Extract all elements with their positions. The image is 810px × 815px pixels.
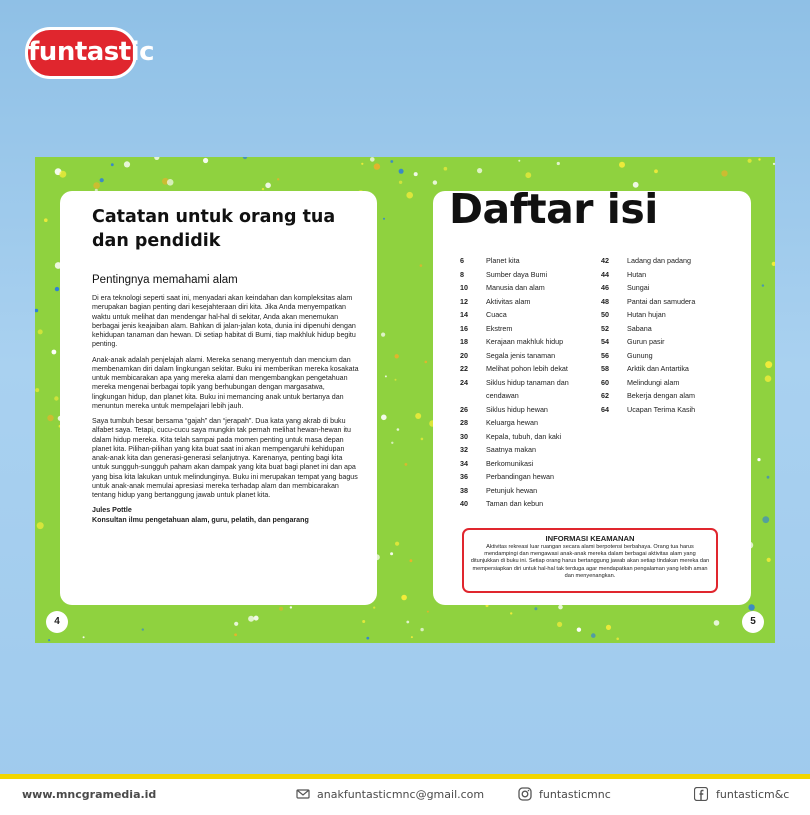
left-page [60, 191, 377, 605]
toc-entry-title: Siklus hidup tanaman dan cendawan [486, 377, 569, 400]
right-page [433, 185, 751, 605]
toc-entry [601, 295, 731, 309]
toc-page-number: 58 [601, 364, 609, 373]
toc-page-number: 24 [460, 377, 468, 387]
signature-name: Jules Pottle [92, 506, 132, 515]
safety-title: INFORMASI KEAMANAN [545, 534, 635, 543]
toc-entry [460, 268, 590, 282]
facebook-icon [694, 787, 708, 801]
toc-entry [601, 403, 731, 417]
toc-entry [460, 362, 590, 376]
toc-entry-title: Sumber daya Bumi [486, 269, 548, 279]
paragraph: Anak-anak adalah penjelajah alami. Mereka senang menyentuh dan mencium dan membenamkan diri dalam lingkungan sekitar. Buku ini memberikan mereka kosakata untuk membicarakan apa yang mereka alami dan mengembangkan pengetahuan mereka mengenai berbagai topik yang berhubungan dengan margasatwa, lingkungan hidup, dan planet kita. Buku ini memancing anak untuk bertanya dan menuntun mereka untuk mempelajari lebih jauh. [92, 355, 359, 410]
toc-page-number: 42 [601, 256, 609, 265]
page-number-right: 5 [742, 611, 764, 633]
toc-entry [460, 295, 590, 309]
instagram-handle[interactable]: funtasticmnc [539, 788, 611, 801]
toc-entry [460, 484, 590, 498]
toc-page-number: 16 [460, 323, 468, 333]
safety-text: Aktivitas rekreasi luar ruangan secara alami berpotensi berbahaya. Orang tua harus mendampingi dan mengawasi anak-anak mereka dalam berbagai aktivitas alam yang ditunjukkan di buku ini. Setiap orang harus bertanggung jawab akan setiap tindakan mereka dan mempersiapkan diri untuk hal-hal tak terduga agar mendapatkan pengalaman yang lebih aman dan menyenangkan. [470, 544, 710, 579]
toc-entry-title: Gurun pasir [627, 337, 665, 346]
toc-page-number: 6 [460, 256, 464, 265]
toc-entry-title: Siklus hidup hewan [486, 404, 548, 414]
toc-entry [460, 376, 590, 403]
toc-entry-title: Hutan hujan [627, 310, 666, 319]
toc-title: Daftar isi [449, 185, 658, 233]
footer-bar [0, 774, 810, 815]
toc-column-right [601, 254, 731, 416]
toc-page-number: 26 [460, 404, 468, 414]
toc-page-number: 56 [601, 350, 609, 360]
toc-entry [460, 430, 590, 444]
toc-page-number: 22 [460, 364, 468, 373]
toc-entry-title: Sungai [627, 283, 650, 292]
toc-page-number: 34 [460, 458, 468, 468]
toc-entry [460, 335, 590, 349]
toc-entry-title: Petunjuk hewan [486, 485, 538, 495]
toc-page-number: 28 [460, 418, 468, 427]
toc-entry [460, 470, 590, 484]
toc-page-number: 60 [601, 377, 609, 387]
toc-entry [460, 322, 590, 336]
toc-entry [601, 268, 731, 282]
toc-entry [460, 457, 590, 471]
toc-entry-title: Kerajaan makhluk hidup [486, 337, 564, 346]
toc-entry-title: Pantai dan samudera [627, 296, 696, 306]
toc-entry [460, 254, 590, 268]
toc-page-number: 62 [601, 391, 609, 400]
toc-entry [460, 497, 590, 511]
toc-entry-title: Hutan [627, 269, 647, 279]
toc-entry-title: Ekstrem [486, 323, 513, 333]
mail-icon [296, 787, 310, 801]
toc-entry-title: Arktik dan Antartika [627, 364, 689, 373]
toc-page-number: 54 [601, 337, 609, 346]
toc-entry [601, 335, 731, 349]
toc-entry-title: Melihat pohon lebih dekat [486, 364, 568, 373]
toc-page-number: 30 [460, 431, 468, 441]
toc-entry [601, 254, 731, 268]
toc-entry-title: Cuaca [486, 310, 507, 319]
safety-info-box [462, 528, 718, 593]
toc-page-number: 38 [460, 485, 468, 495]
toc-page-number: 8 [460, 269, 464, 279]
toc-page-number: 52 [601, 323, 609, 333]
toc-column-left [460, 254, 590, 511]
page-number-left: 4 [46, 611, 68, 633]
toc-entry-title: Segala jenis tanaman [486, 350, 556, 360]
toc-entry-title: Bekerja dengan alam [627, 391, 695, 400]
toc-page-number: 12 [460, 296, 468, 306]
toc-entry [460, 349, 590, 363]
body-text [92, 294, 360, 525]
toc-entry-title: Sabana [627, 323, 652, 333]
toc-page-number: 44 [601, 269, 609, 279]
signature-role: Konsultan ilmu pengetahuan alam, guru, pelatih, dan pengarang [92, 515, 309, 524]
paragraph: Saya tumbuh besar bersama “gajah” dan “jerapah”. Dua kata yang akrab di buku alfabet saya. Tetapi, cucu-cucu saya mungkin tak pernah melihat hewan-hewan itu dalam hidup mereka. Kita telah sampai pada momen penting untuk masa depan planet kita. Pilihan-pilihan yang kita buat saat ini akan mempengaruhi kehidupan anak-anak kita dan generasi-generasi selanjutnya. Karenanya, penting bagi kita untuk sungguh-sungguh paham akan dampak yang kita buat bagi planet ini dan apa yang bisa kita lakukan untuk melindunginya. Buku ini merupakan tempat yang bagus untuk anak-anak memulai apresiasi mereka terhadap alam dan membicarakan tentang hidup yang bertanggung jawab untuk planet kita. [92, 417, 358, 499]
toc-entry [601, 389, 731, 403]
toc-entry-title: Ucapan Terima Kasih [627, 404, 696, 414]
toc-entry [460, 443, 590, 457]
toc-entry-title: Berkomunikasi [486, 458, 534, 468]
facebook-handle[interactable]: funtasticm&c [716, 788, 790, 801]
toc-page-number: 50 [601, 310, 609, 319]
toc-entry-title: Taman dan kebun [486, 499, 544, 508]
toc-entry [601, 322, 731, 336]
toc-page-number: 48 [601, 296, 609, 306]
toc-entry [460, 308, 590, 322]
website-link[interactable]: www.mncgramedia.id [22, 788, 157, 801]
email-link[interactable]: anakfuntasticmnc@gmail.com [317, 788, 485, 801]
toc-page-number: 46 [601, 283, 609, 292]
toc-page-number: 32 [460, 445, 468, 454]
toc-page-number: 18 [460, 337, 468, 346]
toc-entry-title: Planet kita [486, 256, 520, 265]
instagram-icon [518, 787, 532, 801]
toc-entry-title: Keluarga hewan [486, 418, 538, 427]
toc-page-number: 40 [460, 499, 468, 508]
toc-entry-title: Manusia dan alam [486, 283, 545, 292]
page-title: Catatan untuk orang tua dan pendidik [92, 207, 336, 251]
toc-page-number: 36 [460, 472, 468, 481]
toc-page-number: 14 [460, 310, 468, 319]
toc-entry-title: Ladang dan padang [627, 256, 691, 265]
toc-entry-title: Saatnya makan [486, 445, 536, 454]
toc-entry [601, 308, 731, 322]
toc-entry [601, 349, 731, 363]
toc-entry-title: Kepala, tubuh, dan kaki [486, 431, 562, 441]
funtastic-logo: funtastic [28, 30, 134, 76]
toc-entry [601, 362, 731, 376]
toc-entry-title: Aktivitas alam [486, 296, 531, 306]
toc-entry-title: Perbandingan hewan [486, 472, 554, 481]
book-spread [35, 157, 775, 643]
toc-entry-title: Melindungi alam [627, 377, 680, 387]
toc-entry [460, 416, 590, 430]
toc-entry-title: Gunung [627, 350, 653, 360]
toc-page-number: 20 [460, 350, 468, 360]
toc-page-number: 64 [601, 404, 609, 414]
toc-entry [460, 403, 590, 417]
toc-entry [601, 281, 731, 295]
toc-entry [601, 376, 731, 390]
toc-page-number: 10 [460, 283, 468, 292]
toc-entry [460, 281, 590, 295]
section-subtitle: Pentingnya memahami alam [92, 274, 238, 286]
paragraph: Di era teknologi seperti saat ini, menyadari akan keindahan dan kompleksitas alam merupakan bagian penting dari kesejahteraan diri kita. Jika Anda menyempatkan waktu untuk melihat dan mendengar hal-hal di sekitar, Anda akan menemukan berbagai jenis keajaiban alam. Bahkan di jalan-jalan kota, dunia ini dipenuhi dengan kehidupan tanaman dan hewan. Di setiap habitat di Bumi, tiap makhluk hidup begitu penting. [92, 294, 356, 349]
